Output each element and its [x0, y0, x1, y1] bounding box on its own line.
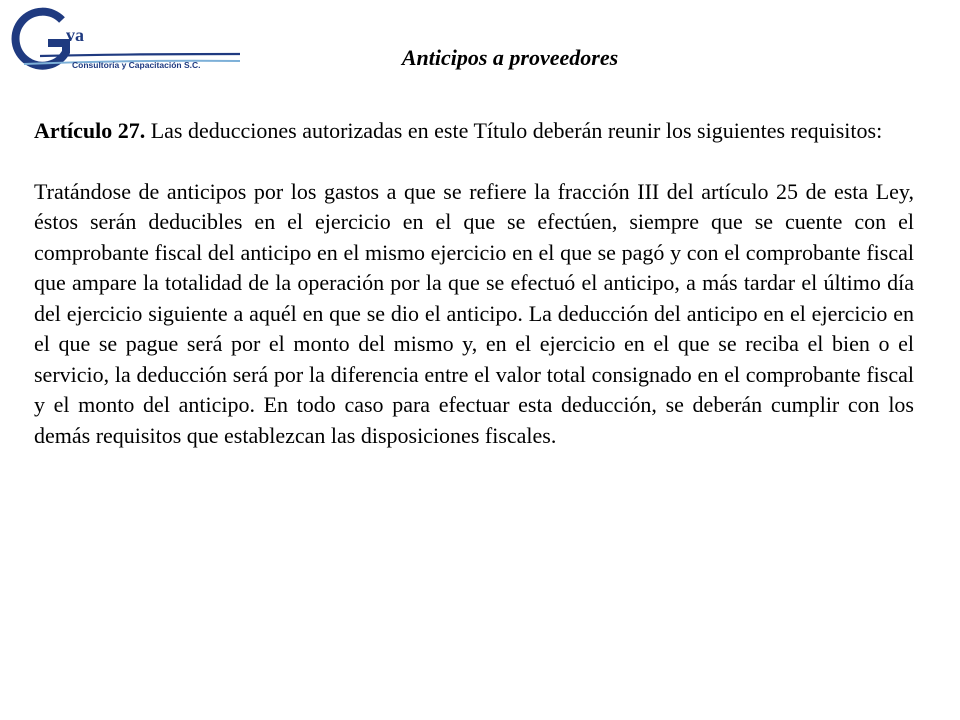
article-content [34, 116, 914, 451]
logo-monogram-va: va [66, 25, 84, 45]
article-reference: Artículo 27. [34, 118, 146, 143]
article-intro-text: Las deducciones autorizadas en este Título deberán reunir los siguientes requisitos: [150, 118, 883, 143]
article-body-paragraph: Tratándose de anticipos por los gastos a que se refiere la fracción III del artículo 25 de esta Ley, éstos serán deducibles en el ejercicio en el que se efectúen, siempre que se cuente con el comprobante fiscal del anticipo en el mismo ejercicio en el que se pagó y con el comprobante fiscal que ampare la totalidad de la operación por la que se efectuó el anticipo, a más tardar el último día del ejercicio siguiente a aquél en que se dio el anticipo. La deducción del anticipo en el ejercicio en el que se pague será por el monto del mismo y, en el ejercicio en el que se reciba el bien o el servicio, la deducción será por la diferencia entre el valor total consignado en el comprobante fiscal y el monto del anticipo. En todo caso para efectuar esta deducción, se deberán cumplir con los demás requisitos que establezcan las disposiciones fiscales. [34, 178, 914, 448]
article-intro-paragraph [34, 116, 914, 147]
slide-title: Anticipos a proveedores [401, 45, 619, 70]
logo-company-name: Consultoría y Capacitación S.C. [72, 60, 201, 70]
